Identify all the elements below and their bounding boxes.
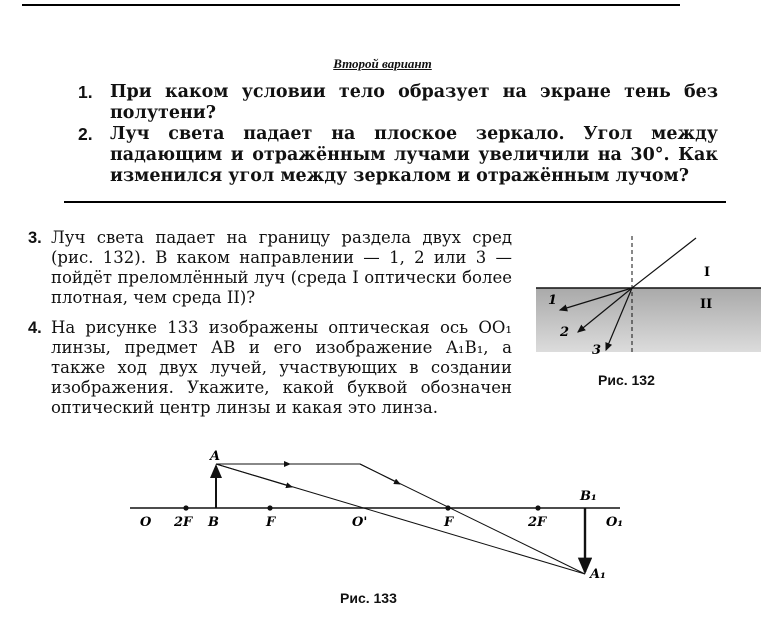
label-F-right: F xyxy=(444,515,454,530)
question-3 xyxy=(28,228,512,308)
question-2-text: Луч света падает на плоское зеркало. Угол между падающим и отражённым лучами увеличили на 30°. Как изменился угол между зеркалом и отражённым лучом? xyxy=(110,124,718,186)
ray-2-label: 2 xyxy=(560,325,570,340)
question-4-text: На рисунке 133 изображены оптическая ось OO₁ линзы, предмет AB и его изображение A₁B₁, а также ход двух лучей, участвующих в создании изображения. Укажите, какой буквой обозначен оптический центр линзы и какая это линза. xyxy=(51,318,512,417)
top-divider xyxy=(22,4,680,6)
label-A: A xyxy=(210,449,221,464)
label-O-prime: O' xyxy=(352,515,368,530)
label-B1: B₁ xyxy=(580,489,597,504)
question-2 xyxy=(78,124,718,187)
figure-132-caption: Рис. 132 xyxy=(598,372,655,388)
medium-II-fill xyxy=(536,288,761,352)
question-3-number: 3. xyxy=(28,229,42,247)
medium-II-label: II xyxy=(700,297,713,312)
figure-133-caption: Рис. 133 xyxy=(340,590,397,606)
point-2F-left xyxy=(183,505,188,510)
question-1 xyxy=(78,82,718,124)
question-4-number: 4. xyxy=(28,319,42,337)
ray-refracted-arrow xyxy=(360,464,400,484)
figure-132-refraction xyxy=(536,232,761,360)
variant-title: Второй вариант xyxy=(333,56,432,71)
question-1-text: При каком условии тело образует на экране тень без полутени? xyxy=(110,82,718,123)
point-F-right xyxy=(445,505,450,510)
label-A1: A₁ xyxy=(590,567,606,582)
figure-133-lens-diagram xyxy=(130,450,630,590)
question-2-number: 2. xyxy=(78,124,93,144)
question-4 xyxy=(28,318,512,418)
label-O: O xyxy=(140,515,152,530)
label-2F-left: 2F xyxy=(174,515,193,530)
ray-central-arrow xyxy=(216,464,292,487)
question-3-text: Луч света падает на границу раздела двух сред (рис. 132). В каком направлении — 1, 2 или 3 — пойдёт преломлённый луч (среда I оптически более плотная, чем среда II)? xyxy=(51,228,512,307)
incident-ray xyxy=(632,238,696,288)
middle-divider xyxy=(64,201,726,203)
label-B: B xyxy=(208,515,219,530)
point-2F-right xyxy=(535,505,540,510)
question-1-number: 1. xyxy=(78,82,93,102)
label-O1: O₁ xyxy=(606,515,624,530)
point-F-left xyxy=(267,505,272,510)
ray-1-label: 1 xyxy=(548,293,558,308)
medium-I-label: I xyxy=(704,265,711,280)
ray-3-label: 3 xyxy=(592,343,602,358)
label-F-left: F xyxy=(266,515,276,530)
label-2F-right: 2F xyxy=(528,515,547,530)
